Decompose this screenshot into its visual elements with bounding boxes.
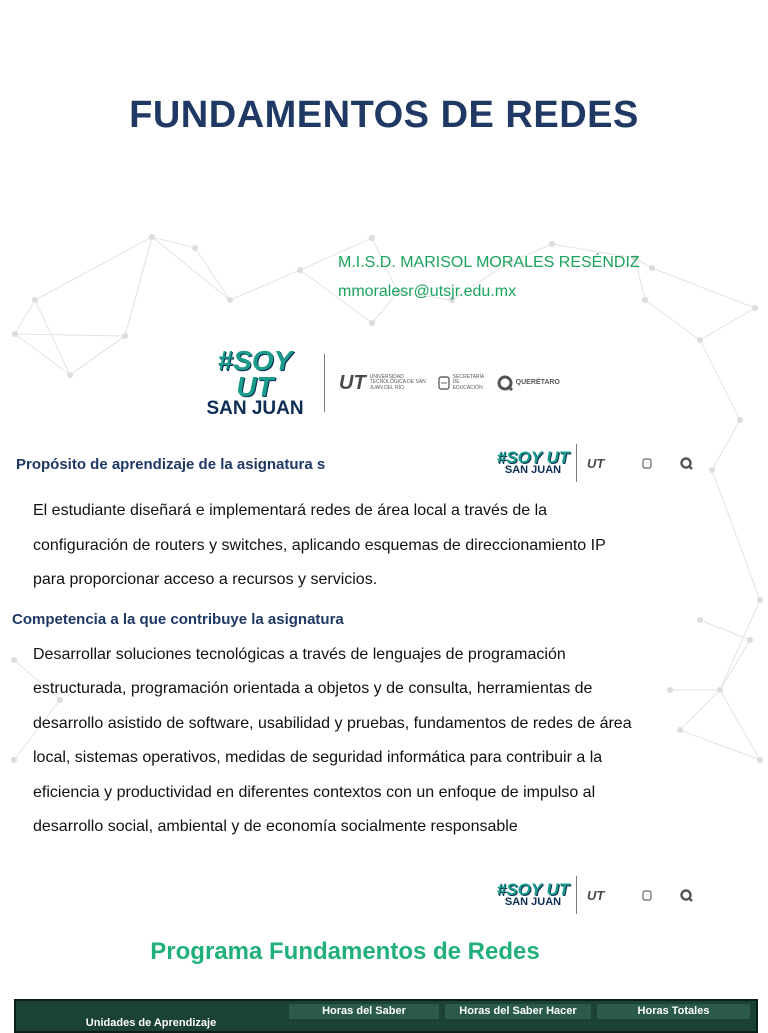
program-table — [14, 999, 758, 1033]
table-header-saber: Horas del Saber — [289, 1004, 439, 1019]
queretaro-logo — [497, 375, 560, 391]
san-juan-text: SAN JUAN — [504, 896, 562, 909]
sep-name: SECRETARÍA DE EDUCACIÓN — [452, 374, 484, 391]
table-header-totales: Horas Totales — [597, 1004, 750, 1019]
author-name: M.I.S.D. MARISOL MORALES RESÉNDIZ — [338, 254, 640, 271]
ut-mark: UT — [587, 887, 605, 903]
sep-logo — [438, 375, 487, 391]
program-title: Programa Fundamentos de Redes — [150, 938, 540, 965]
soy-ut-text: #SOY UT — [496, 879, 570, 899]
queretaro-text: QUERÉTARO — [515, 379, 560, 387]
purpose-heading: Propósito de aprendizaje de la asignatura s — [16, 456, 326, 473]
queretaro-q-icon — [680, 889, 693, 902]
san-juan-text: SAN JUAN — [504, 464, 562, 477]
logo-divider — [576, 876, 577, 914]
queretaro-q-icon — [497, 375, 513, 391]
competence-line-5: eficiencia y productividad en diferentes contextos con un enfoque de impulso al — [33, 784, 596, 801]
competence-line-1: Desarrollar soluciones tecnológicas a través de lenguajes de programación — [33, 646, 566, 663]
ut-mark: UT — [339, 371, 366, 394]
table-header-units: Unidades de Aprendizaje — [85, 1017, 217, 1029]
table-header-saber-hacer: Horas del Saber Hacer — [445, 1004, 591, 1019]
queretaro-q-icon — [680, 457, 693, 470]
ut-mark: UT — [587, 455, 605, 471]
competence-heading: Competencia a la que contribuye la asignatura — [12, 611, 344, 628]
soy-ut-logo — [496, 447, 570, 477]
logo-divider — [324, 354, 325, 412]
crest-icon — [642, 890, 652, 901]
logo-band-large — [196, 345, 560, 419]
ut-logo — [587, 456, 604, 471]
author-email: mmoralesr@utsjr.edu.mx — [338, 283, 517, 300]
soy-ut-logo — [496, 879, 570, 909]
logo-band-small-2 — [496, 876, 693, 914]
soy-ut-text: #SOY UT — [217, 345, 293, 402]
slide-title: FUNDAMENTOS DE REDES — [129, 94, 639, 136]
purpose-line-3: para proporcionar acceso a recursos y servicios. — [33, 571, 378, 588]
soy-ut-logo — [196, 345, 314, 419]
competence-line-6: desarrollo social, ambiental y de economía socialmente responsable — [33, 818, 518, 835]
purpose-line-2: configuración de routers y switches, aplicando esquemas de direccionamiento IP — [33, 537, 606, 554]
ut-name: UNIVERSIDAD TECNOLÓGICA DE SAN JUAN DEL RÍO — [369, 374, 426, 391]
logo-divider — [576, 444, 577, 482]
purpose-line-1: El estudiante diseñará e implementará redes de área local a través de la — [33, 502, 548, 519]
logo-band-small — [496, 444, 693, 482]
competence-line-3: desarrollo asistido de software, usabilidad y pruebas, fundamentos de redes de área — [33, 715, 632, 732]
soy-ut-text: #SOY UT — [496, 447, 570, 467]
ut-logo — [339, 372, 428, 395]
ut-logo — [587, 888, 604, 903]
crest-icon — [438, 376, 450, 390]
competence-line-2: estructurada, programación orientada a objetos y de consulta, herramientas de — [33, 680, 593, 697]
crest-icon — [642, 458, 652, 469]
competence-line-4: local, sistemas operativos, medidas de seguridad informática para contribuir a la — [33, 749, 603, 766]
san-juan-text: SAN JUAN — [206, 397, 304, 419]
